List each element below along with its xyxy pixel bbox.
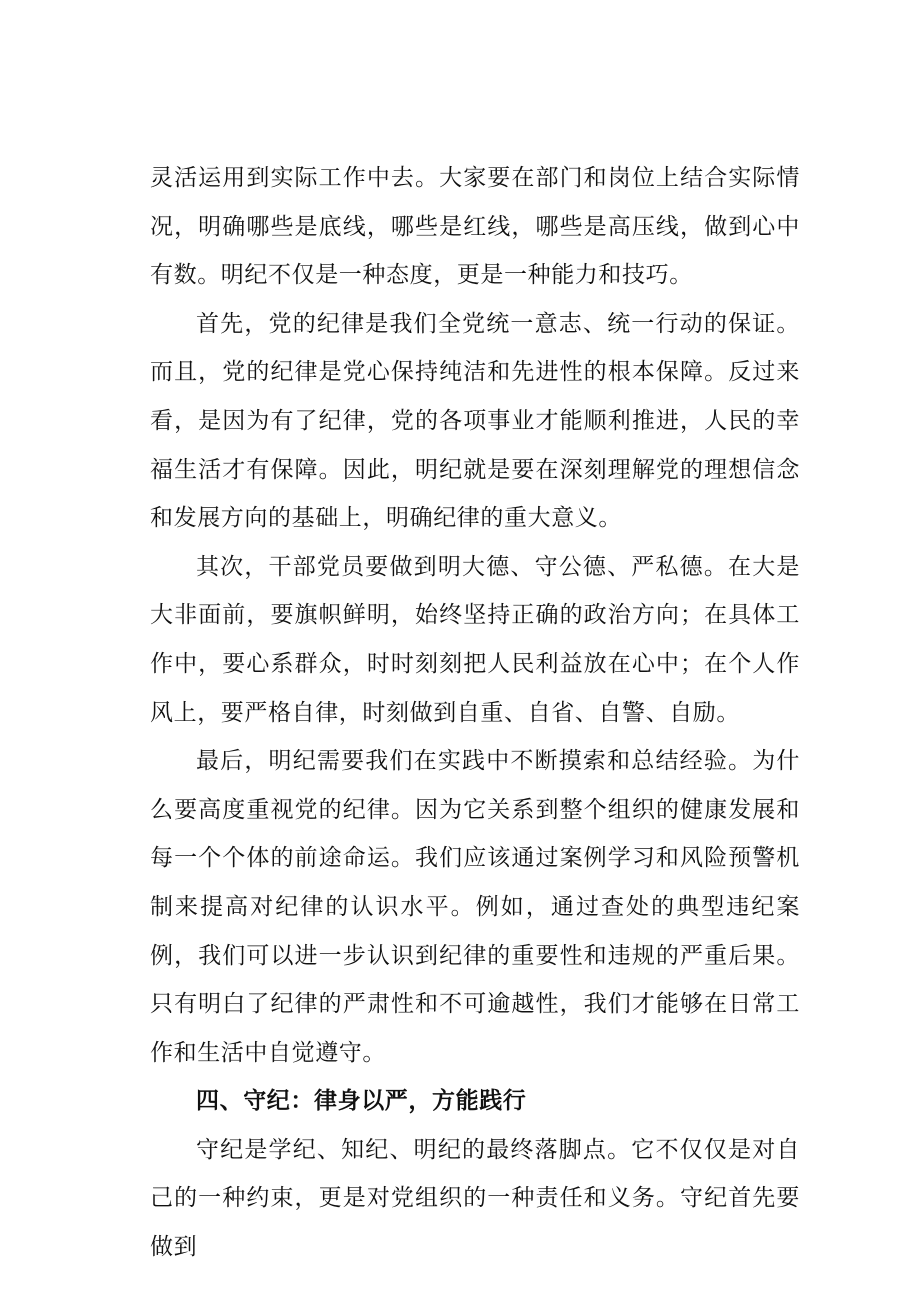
paragraph-first: 首先，党的纪律是我们全党统一意志、统一行动的保证。而且，党的纪律是党心保持纯洁和先进性的根本保障。反过来看，是因为有了纪律，党的各项事业才能顺利推进，人民的幸福生活才有保障。因此，明纪就是要在深刻理解党的理想信念和发展方向的基础上，明确纪律的重大意义。 [150, 310, 800, 532]
paragraph-second: 其次，干部党员要做到明大德、守公德、严私德。在大是大非面前，要旗帜鲜明，始终坚持正确的政治方向；在具体工作中，要心系群众，时时刻刻把人民利益放在心中；在个人作风上，要严格自律，时刻做到自重、自省、自警、自励。 [150, 553, 800, 726]
section-heading: 四、守纪：律身以严，方能践行 [196, 1088, 527, 1115]
paragraph-continuation: 灵活运用到实际工作中去。大家要在部门和岗位上结合实际情况，明确哪些是底线，哪些是红线，哪些是高压线，做到心中有数。明纪不仅是一种态度，更是一种能力和技巧。 [150, 165, 800, 289]
body-text [150, 154, 800, 1272]
section-paragraph: 守纪是学纪、知纪、明纪的最终落脚点。它不仅仅是对自己的一种约束，更是对党组织的一种责任和义务。守纪首先要做到 [150, 1136, 800, 1261]
paragraph-last: 最后，明纪需要我们在实践中不断摸索和总结经验。为什么要高度重视党的纪律。因为它关系到整个组织的健康发展和每一个个体的前途命运。我们应该通过案例学习和风险预警机制来提高对纪律的认识水平。例如，通过查处的典型违纪案例，我们可以进一步认识到纪律的重要性和违规的严重后果。只有明白了纪律的严肃性和不可逾越性，我们才能够在日常工作和生活中自觉遵守。 [150, 748, 800, 1066]
